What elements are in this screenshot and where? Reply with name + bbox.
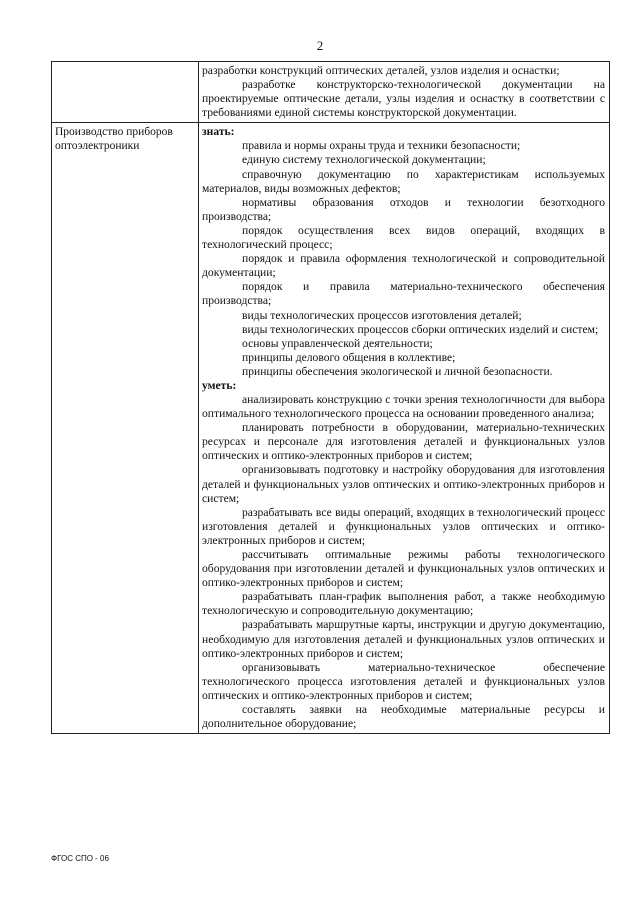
list-item: организовывать подготовку и настройку оборудования для изготовления деталей и функциональных узлов оптических и оптико-электронных приборов и систем;: [202, 463, 605, 505]
activity-cell: [52, 62, 199, 123]
list-item: разрабатывать план-график выполнения работ, а также необходимую технологическую и сопроводительную документацию;: [202, 590, 605, 618]
footer-label: ФГОС СПО - 06: [51, 854, 109, 863]
can-heading: уметь:: [202, 378, 237, 392]
list-item: основы управленческой деятельности;: [242, 336, 433, 350]
page-number: 2: [316, 38, 324, 53]
list-item: разработки конструкций оптических деталей, узлов изделия и оснастки;: [202, 64, 560, 77]
competency-table: [51, 61, 610, 734]
know-heading: знать:: [202, 125, 235, 139]
list-item: правила и нормы охраны труда и техники безопасности;: [242, 139, 521, 153]
table-row: [52, 123, 610, 734]
list-item: рассчитывать оптимальные режимы работы технологического оборудования при изготовлении деталей и функциональных узлов оптических и оптико-электронных приборов и систем;: [202, 548, 605, 590]
list-item: порядок и правила оформления технологической и сопроводительной документации;: [202, 252, 605, 280]
list-item: виды технологических процессов сборки оптических изделий и систем;: [242, 322, 599, 336]
list-item: порядок осуществления всех видов операций, входящих в технологический процесс;: [202, 223, 605, 252]
list-item: справочную документацию по характеристикам используемых материалов, виды возможных дефектов;: [202, 167, 605, 195]
requirements-cell: [199, 123, 610, 734]
list-item: разрабатывать маршрутные карты, инструкции и другую документацию, необходимую для изготовления деталей и функциональных узлов оптических и оптико-электронных приборов и систем;: [202, 618, 605, 660]
list-item: планировать потребности в оборудовании, материально-технических ресурсах и персонале для изготовления деталей и функциональных узлов оптических и оптико-электронных приборов и систем;: [202, 421, 605, 463]
list-item: анализировать конструкцию с точки зрения технологичности для выбора оптимального технологического процесса на основании проведенного анализа;: [202, 392, 605, 421]
list-item: составлять заявки на необходимые материальные ресурсы и дополнительное оборудование;: [202, 703, 605, 731]
list-item: виды технологических процессов изготовления деталей;: [242, 308, 522, 322]
list-item: разработке конструкторско-технологической документации на проектируемые оптические детали, узлы изделия и оснастку в соответствии с требованиями единой системы конструкторской документации.: [202, 78, 605, 120]
list-item: нормативы образования отходов и технологии безотходного производства;: [202, 195, 605, 223]
list-item: единую систему технологической документации;: [242, 153, 486, 167]
activity-label: Производство приборов оптоэлектроники: [55, 126, 173, 153]
requirements-cell: [199, 62, 610, 123]
table-row: [52, 62, 610, 123]
list-item: принципы обеспечения экологической и личной безопасности.: [242, 364, 553, 378]
list-item: разрабатывать все виды операций, входящих в технологический процесс изготовления деталей и функциональных узлов оптических и оптико-электронных приборов и систем;: [202, 505, 605, 547]
list-item: принципы делового общения в коллективе;: [242, 350, 456, 364]
activity-label: [52, 62, 198, 66]
list-item: порядок и правила материально-технического обеспечения производства;: [202, 280, 605, 308]
list-item: организовывать материально-техническое обеспечение технологического процесса изготовления деталей и функциональных узлов оптических и оптико-электронных приборов и систем;: [202, 660, 605, 702]
activity-cell: [52, 123, 199, 734]
